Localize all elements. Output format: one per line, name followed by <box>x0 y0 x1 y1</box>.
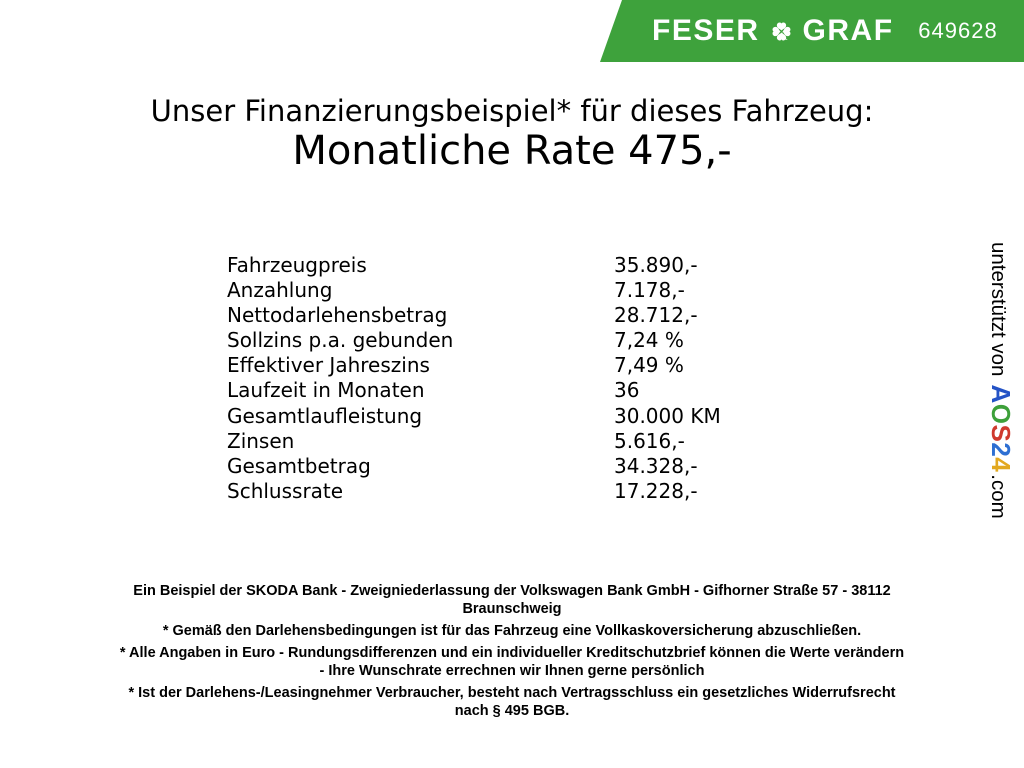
table-row <box>227 353 721 378</box>
table-row <box>227 303 721 328</box>
row-label: Nettodarlehensbetrag <box>227 303 448 328</box>
table-row <box>227 253 721 278</box>
row-label: Laufzeit in Monaten <box>227 378 425 403</box>
table-row <box>227 328 721 353</box>
aos24-letter: 4 <box>986 457 1016 473</box>
row-label: Schlussrate <box>227 478 344 503</box>
clover-icon <box>767 17 796 46</box>
withdrawal-note-line2: nach § 495 BGB. <box>454 703 570 719</box>
aos24-letter: O <box>986 403 1016 425</box>
row-value: 7,49 % <box>614 353 684 378</box>
table-row <box>227 429 721 454</box>
monthly-rate-heading: Monatliche Rate 475,- <box>292 128 732 174</box>
row-label: Anzahlung <box>227 278 333 303</box>
finance-table <box>227 253 721 504</box>
row-value: 17.228,- <box>614 478 698 503</box>
domain-suffix: .com <box>987 474 1010 519</box>
euro-note-line1: * Alle Angaben in Euro - Rundungsdifferenzen und ein individueller Kreditschutzbrief können die Werte verändern <box>119 645 905 661</box>
table-row <box>227 278 721 303</box>
table-row <box>227 479 721 504</box>
finance-example-heading: Unser Finanzierungsbeispiel* für dieses Fahrzeug: <box>150 94 874 128</box>
row-value: 35.890,- <box>614 253 698 277</box>
row-value: 7.178,- <box>614 278 685 303</box>
brand-logo <box>652 0 894 62</box>
table-row <box>227 454 721 479</box>
aos24-letter: S <box>986 424 1016 443</box>
bank-example-line2: Braunschweig <box>462 601 562 617</box>
brand-name-left: FESER <box>652 14 760 47</box>
row-value: 34.328,- <box>614 453 698 478</box>
legal-footer <box>0 582 1024 724</box>
aos24-logo <box>986 384 1016 472</box>
row-label: Gesamtbetrag <box>227 453 371 478</box>
row-value: 30.000 KM <box>614 403 721 428</box>
table-row <box>227 378 721 403</box>
supported-by-credit <box>982 242 1017 519</box>
table-row <box>227 404 721 429</box>
bank-example-note <box>0 582 1024 618</box>
aos24-letter: A <box>986 384 1016 404</box>
bank-example-line1: Ein Beispiel der SKODA Bank - Zweigniederlassung der Volkswagen Bank GmbH - Gifhorner Straße 57 - 38112 <box>133 583 891 599</box>
row-value: 28.712,- <box>614 303 698 328</box>
supported-by-text: unterstützt von <box>987 242 1010 377</box>
euro-note <box>0 644 1024 680</box>
withdrawal-note-line1: * Ist der Darlehens-/Leasingnehmer Verbraucher, besteht nach Vertragsschluss ein gesetzliches Widerrufsrecht <box>128 685 896 701</box>
row-value: 7,24 % <box>614 328 684 353</box>
row-label: Effektiver Jahreszins <box>227 353 430 378</box>
row-label: Zinsen <box>227 428 295 453</box>
aos24-letter: 2 <box>986 442 1016 458</box>
row-label: Sollzins p.a. gebunden <box>227 328 454 353</box>
euro-note-line2: - Ihre Wunschrate errechnen wir Ihnen gerne persönlich <box>319 663 705 679</box>
insurance-note: * Gemäß den Darlehensbedingungen ist für das Fahrzeug eine Vollkaskoversicherung abzuschließen. <box>162 623 862 639</box>
row-label: Gesamtlaufleistung <box>227 403 423 428</box>
vehicle-number: 649628 <box>918 18 998 43</box>
withdrawal-note <box>0 684 1024 720</box>
row-label: Fahrzeugpreis <box>227 253 367 277</box>
row-value: 5.616,- <box>614 428 685 453</box>
row-value: 36 <box>614 378 640 403</box>
brand-name-right: GRAF <box>802 14 894 47</box>
